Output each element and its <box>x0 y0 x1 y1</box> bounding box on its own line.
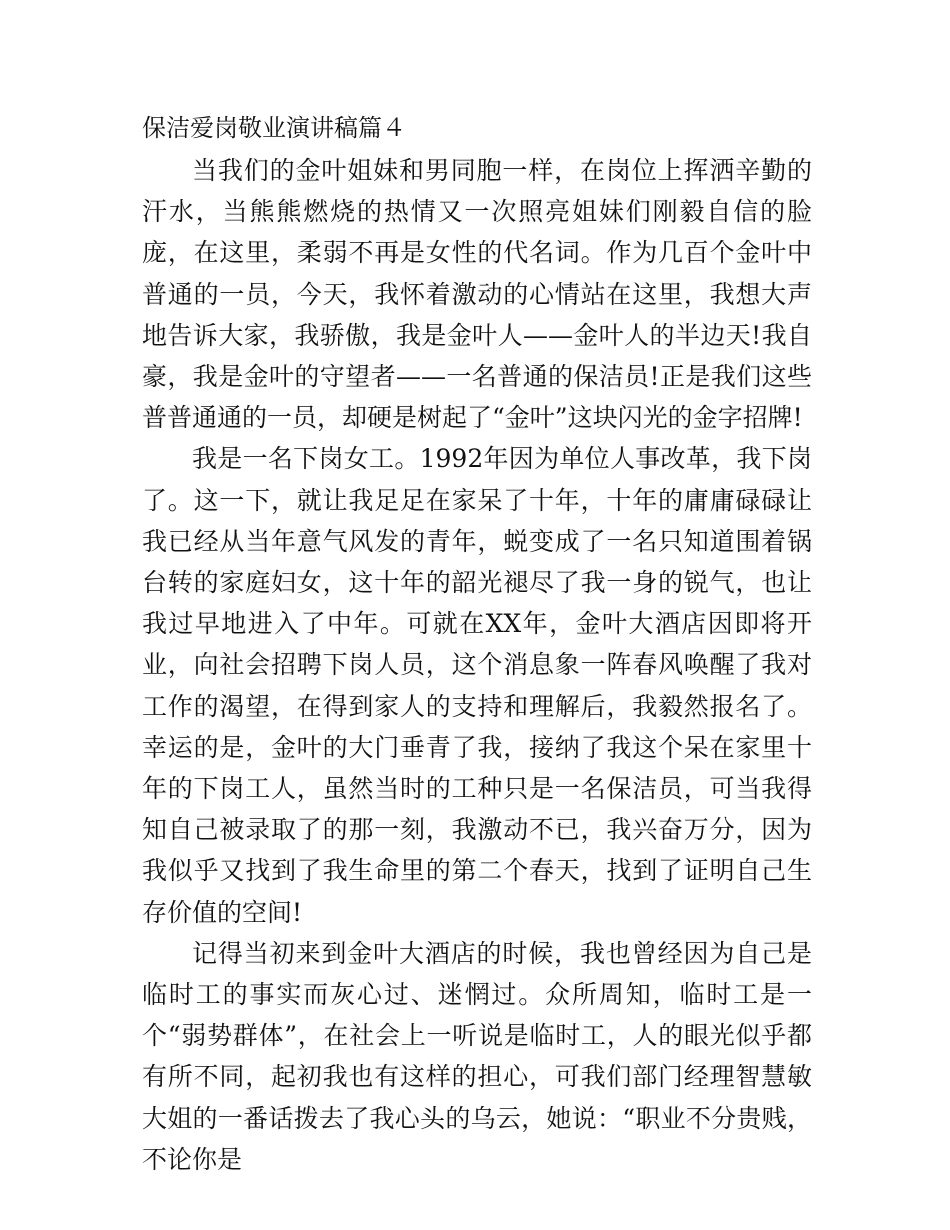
paragraph-1: 当我们的金叶姐妹和男同胞一样，在岗位上挥洒辛勤的汗水，当熊熊燃烧的热情又一次照亮姐妹们刚毅自信的脸庞，在这里，柔弱不再是女性的代名词。作为几百个金叶中普通的一员，今天，我怀着激动的心情站在这里，我想大声地告诉大家，我骄傲，我是金叶人——金叶人的半边天!我自豪，我是金叶的守望者——一名普通的保洁员!正是我们这些普普通通的一员，却硬是树起了“金叶”这块闪光的金字招牌! <box>142 156 812 433</box>
paragraph-3: 记得当初来到金叶大酒店的时候，我也曾经因为自己是临时工的事实而灰心过、迷惘过。众所周知，临时工是一个“弱势群体”，在社会上一听说是临时工，人的眼光似乎都有所不同，起初我也有这样的担心，可我们部门经理智慧敏大姐的一番话拨去了我心头的乌云，她说：“职业不分贵贱，不论你是 <box>142 938 812 1174</box>
document-title: 保洁爱岗敬业演讲稿篇４ <box>142 114 406 142</box>
document-page <box>142 110 812 1180</box>
paragraph-2: 我是一名下岗女工。1992年因为单位人事改革，我下岗了。这一下，就让我足足在家呆了十年，十年的庸庸碌碌让我已经从当年意气风发的青年，蜕变成了一名只知道围着锅台转的家庭妇女，这十年的韶光褪尽了我一身的锐气，也让我过早地进入了中年。可就在XX年，金叶大酒店因即将开业，向社会招聘下岗人员，这个消息象一阵春风唤醒了我对工作的渴望，在得到家人的支持和理解后，我毅然报名了。幸运的是，金叶的大门垂青了我，接纳了我这个呆在家里十年的下岗工人，虽然当时的工种只是一名保洁员，可当我得知自己被录取了的那一刻，我激动不已，我兴奋万分，因为我似乎又找到了我生命里的第二个春天，找到了证明自己生存价值的空间! <box>142 444 812 927</box>
